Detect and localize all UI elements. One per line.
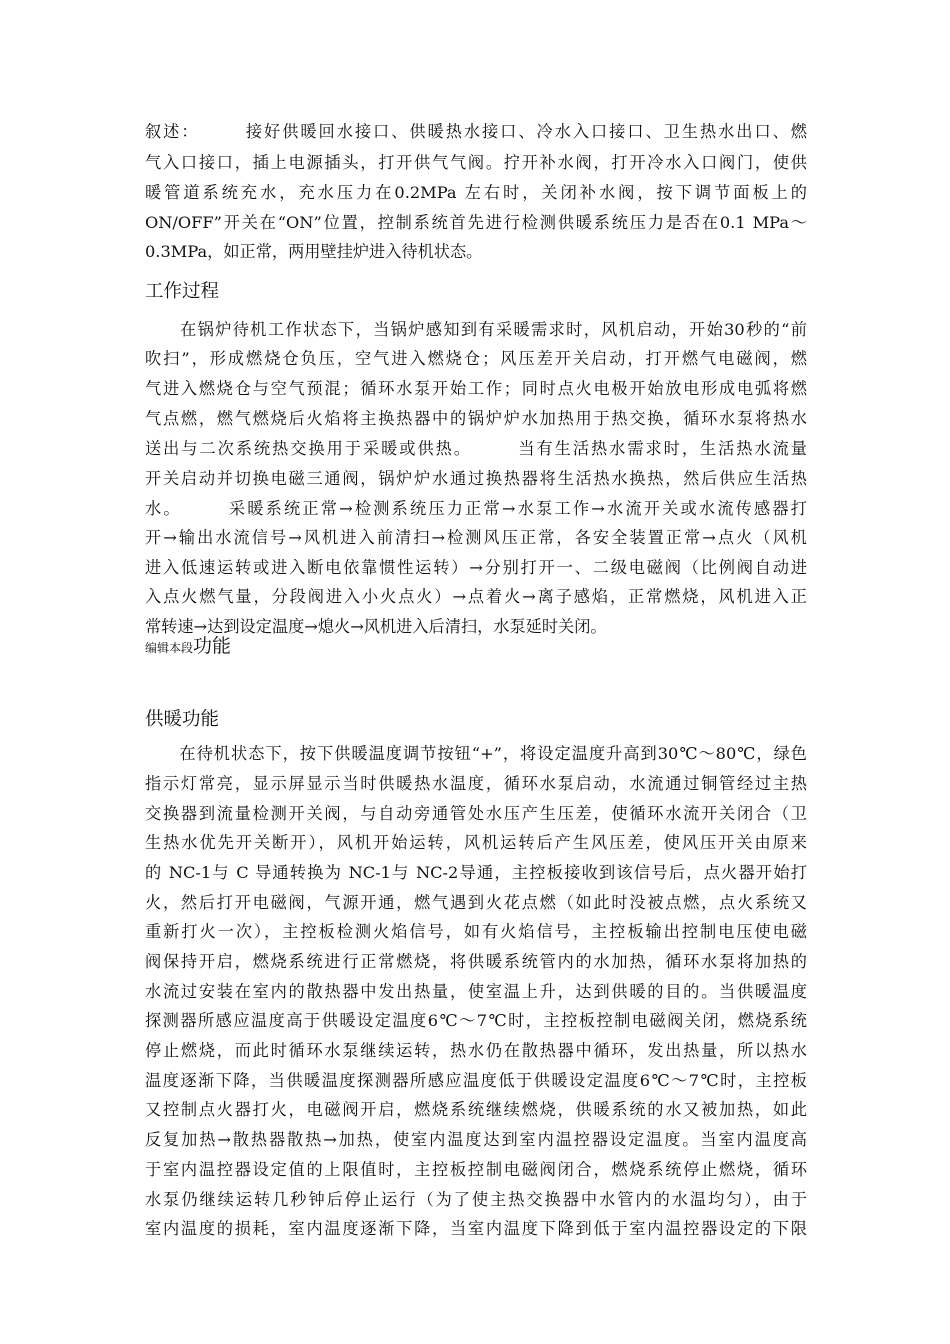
heating-line: 交换器到流量检测开关阀，与自动旁通管处水压产生压差，使循环水流开关闭合（卫: [145, 804, 807, 823]
work-process-line: 开→输出水流信号→风机进入前清扫→检测风压正常，各安全装置正常→点火（风机: [145, 528, 807, 547]
function-heading-row: [145, 634, 231, 660]
heating-line: 于室内温控器设定值的上限值时，主控板控制电磁阀闭合，燃烧系统停止燃烧，循环: [145, 1160, 807, 1179]
work-process-line: 水。 采暖系统正常→检测系统压力正常→水泵工作→水流开关或水流传感器打: [145, 499, 807, 518]
heating-line: 温度逐渐下降，当供暖温度探测器所感应温度低于供暖设定温度6℃～7℃时，主控板: [145, 1071, 807, 1090]
heating-line: 的 NC-1与 C 导通转换为 NC-1与 NC-2导通，主控板接收到该信号后，点火器开始打: [145, 863, 807, 882]
heating-heading: 供暖功能: [145, 709, 220, 730]
heating-line: 水流过安装在室内的散热器中发出热量，使室温上升，达到供暖的目的。当供暖温度: [145, 982, 807, 1001]
intro-line: 叙述： 接好供暖回水接口、供暖热水接口、冷水入口接口、卫生热水出口、燃: [145, 122, 807, 141]
work-process-line: 入点火燃气量，分段阀进入小火点火）→点着火→离子感焰，正常燃烧，风机进入正: [145, 587, 807, 606]
work-process-heading: 工作过程: [145, 281, 220, 302]
heating-line: 又控制点火器打火，电磁阀开启，燃烧系统继续燃烧，供暖系统的水又被加热，如此: [145, 1100, 807, 1119]
intro-line: 气入口接口，插上电源插头，打开供气气阀。拧开补水阀，打开冷水入口阀门，使供: [145, 153, 807, 172]
work-process-line: 吹扫”，形成燃烧仓负压，空气进入燃烧仓；风压差开关启动，打开燃气电磁阀，燃: [145, 349, 807, 368]
heating-line: 室内温度的损耗，室内温度逐渐下降，当室内温度下降到低于室内温控器设定的下限: [145, 1219, 807, 1238]
heating-line: 生热水优先开关断开），风机开始运转，风机运转后产生风压差，使风压开关由原来: [145, 833, 807, 852]
function-heading: 功能: [193, 635, 232, 657]
work-process-line: 开关启动并切换电磁三通阀，锅炉炉水通过换热器将生活热水换热，然后供应生活热: [145, 469, 807, 488]
heating-line: 指示灯常亮，显示屏显示当时供暖热水温度，循环水泵启动，水流通过铜管经过主热: [145, 774, 807, 793]
intro-line: 暖管道系统充水，充水压力在0.2MPa 左右时，关闭补水阀，按下调节面板上的: [145, 183, 807, 202]
work-process-line: 送出与二次系统热交换用于采暖或供热。 当有生活热水需求时，生活热水流量: [145, 439, 807, 458]
work-process-line: 常转速→达到设定温度→熄火→风机进入后清扫，水泵延时关闭。: [145, 617, 607, 636]
work-process-line: 气进入燃烧仓与空气预混；循环水泵开始工作；同时点火电极开始放电形成电弧将燃: [145, 379, 807, 398]
edit-section-link[interactable]: 编辑本段: [145, 641, 194, 655]
heating-line: 阀保持开启，燃烧系统进行正常燃烧，将供暖系统管内的水加热，循环水泵将加热的: [145, 952, 807, 971]
heating-line: 水泵仍继续运转几秒钟后停止运行（为了使主热交换器中水管内的水温均匀），由于: [145, 1190, 807, 1209]
intro-line: ON/OFF”开关在“ON”位置，控制系统首先进行检测供暖系统压力是否在0.1 MPa～: [145, 213, 807, 232]
heating-line: 重新打火一次），主控板检测火焰信号，如有火焰信号，主控板输出控制电压使电磁: [145, 922, 807, 941]
work-process-line: 进入低速运转或进入断电依靠惯性运转）→分别打开一、二级电磁阀（比例阀自动进: [145, 558, 807, 577]
heating-line: 反复加热→散热器散热→加热，使室内温度达到室内温控器设定温度。当室内温度高: [145, 1130, 807, 1149]
heating-line: 停止燃烧，而此时循环水泵继续运转，热水仍在散热器中循环，发出热量，所以热水: [145, 1041, 807, 1060]
heating-line: 火，然后打开电磁阀，气源开通，燃气遇到火花点燃（如此时没被点燃，点火系统又: [145, 893, 807, 912]
work-process-line: 气点燃，燃气燃烧后火焰将主换热器中的锅炉炉水加热用于热交换，循环水泵将热水: [145, 409, 807, 428]
work-process-line: 在锅炉待机工作状态下，当锅炉感知到有采暖需求时，风机启动，开始30秒的“前: [145, 320, 807, 339]
heating-line: 探测器所感应温度高于供暖设定温度6℃～7℃时，主控板控制电磁阀关闭，燃烧系统: [145, 1011, 807, 1030]
heating-line: 在待机状态下，按下供暖温度调节按钮“+”，将设定温度升高到30℃～80℃，绿色: [145, 744, 807, 763]
intro-line: 0.3MPa，如正常，两用壁挂炉进入待机状态。: [145, 242, 483, 261]
